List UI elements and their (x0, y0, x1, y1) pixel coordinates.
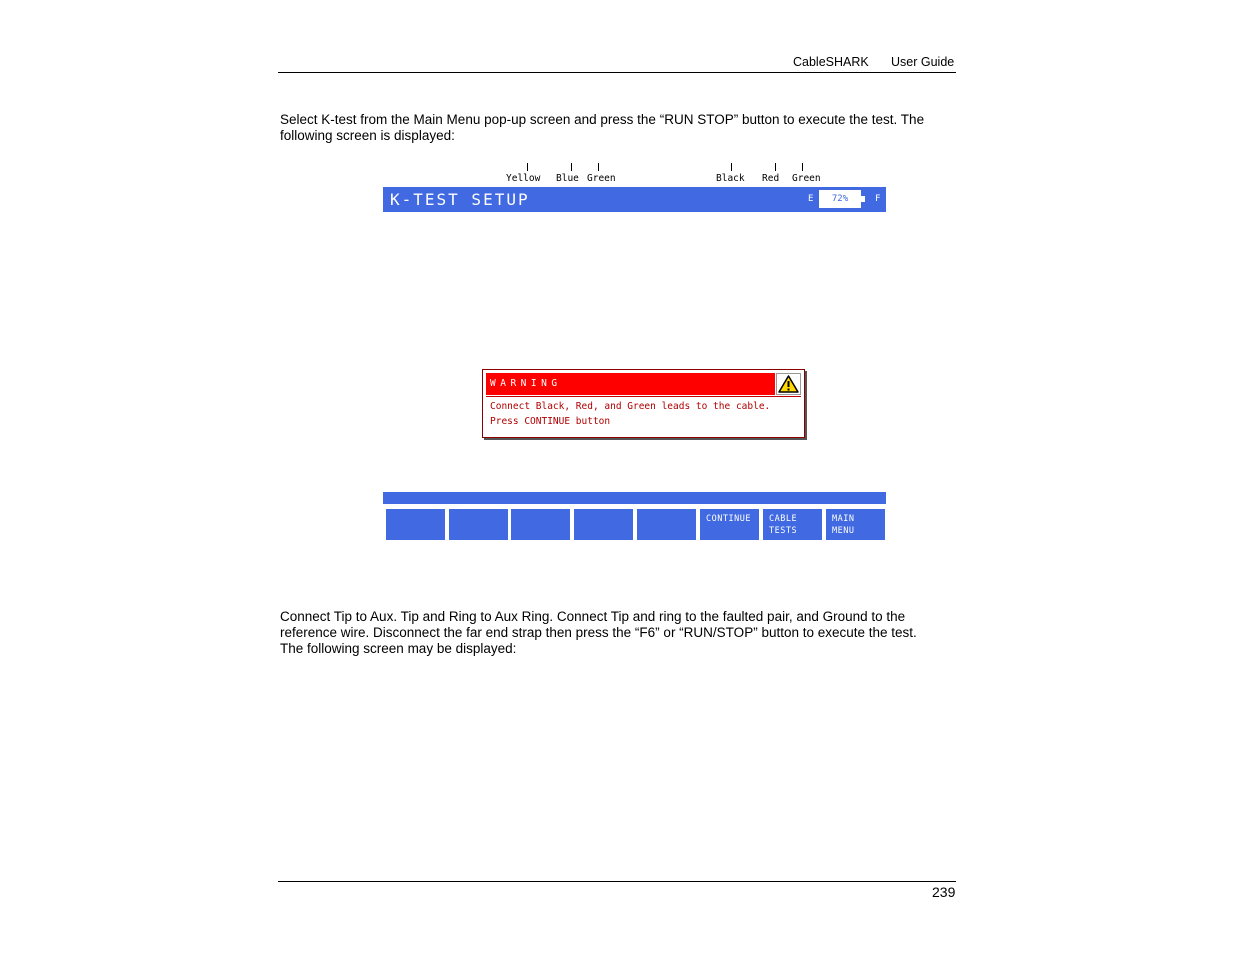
lead-label-red: Red (762, 173, 780, 184)
battery-level: 72% (831, 194, 849, 204)
body-line: Connect Tip to Aux. Tip and Ring to Aux Ring. Connect Tip and ring to the faulted pair, and Ground to the (280, 609, 906, 624)
lead-label-blue: Blue (556, 173, 579, 184)
key-label-line: CABLE (769, 514, 798, 524)
warning-separator (486, 396, 801, 397)
intro-line: following screen is displayed: (280, 128, 455, 143)
lead-label-green: Green (587, 173, 616, 184)
lead-label-green-2: Green (792, 173, 821, 184)
continue-button[interactable] (700, 509, 759, 540)
header-doc-type: User Guide (891, 55, 955, 69)
function-key-f2[interactable] (449, 509, 508, 540)
warning-icon-box (776, 373, 801, 395)
warning-triangle-icon (777, 374, 800, 394)
lead-label-black: Black (716, 173, 745, 184)
key-label-line: MENU (832, 526, 855, 536)
key-label-line: MAIN (832, 514, 855, 524)
warning-message-line: Connect Black, Red, and Green leads to the cable. (490, 401, 771, 412)
warning-title: WARNING (490, 378, 562, 389)
lead-tick (598, 163, 599, 171)
key-label-line: CONTINUE (706, 514, 751, 524)
lead-tick (571, 163, 572, 171)
header-product: CableSHARK (793, 55, 869, 69)
footer-rule (278, 881, 956, 882)
lead-tick (802, 163, 803, 171)
body-line: The following screen may be displayed: (280, 641, 517, 656)
function-key-f3[interactable] (511, 509, 570, 540)
key-label-line: TESTS (769, 526, 798, 536)
screen-title-bar (383, 187, 886, 212)
function-key-f5[interactable] (637, 509, 696, 540)
screen-title: K-TEST SETUP (390, 190, 530, 209)
function-key-f1[interactable] (386, 509, 445, 540)
warning-header (486, 373, 775, 395)
header-rule (278, 72, 956, 73)
lead-tick (527, 163, 528, 171)
intro-paragraph (280, 112, 954, 144)
warning-message-line: Press CONTINUE button (490, 416, 611, 427)
body-line: reference wire. Disconnect the far end strap then press the “F6” or “RUN/STOP” button to execute the test. (280, 625, 917, 640)
intro-line: Select K-test from the Main Menu pop-up screen and press the “RUN STOP” button to execute the test. The (280, 112, 925, 127)
page-number: 239 (932, 884, 956, 900)
body-paragraph (280, 609, 954, 657)
function-key-f4[interactable] (574, 509, 633, 540)
lead-tick (731, 163, 732, 171)
lead-label-yellow: Yellow (506, 173, 541, 184)
continue-button-label (706, 513, 751, 525)
main-menu-button-label (832, 513, 854, 537)
cable-tests-button[interactable] (763, 509, 822, 540)
cable-tests-button-label (769, 513, 797, 537)
main-menu-button[interactable] (826, 509, 885, 540)
battery-indicator (819, 190, 861, 208)
battery-tip (861, 196, 865, 202)
warning-dialog (482, 369, 805, 438)
battery-empty-label: E (808, 194, 814, 204)
lead-tick (775, 163, 776, 171)
screen-bottom-bar (383, 492, 886, 504)
battery-full-label: F (875, 194, 881, 204)
